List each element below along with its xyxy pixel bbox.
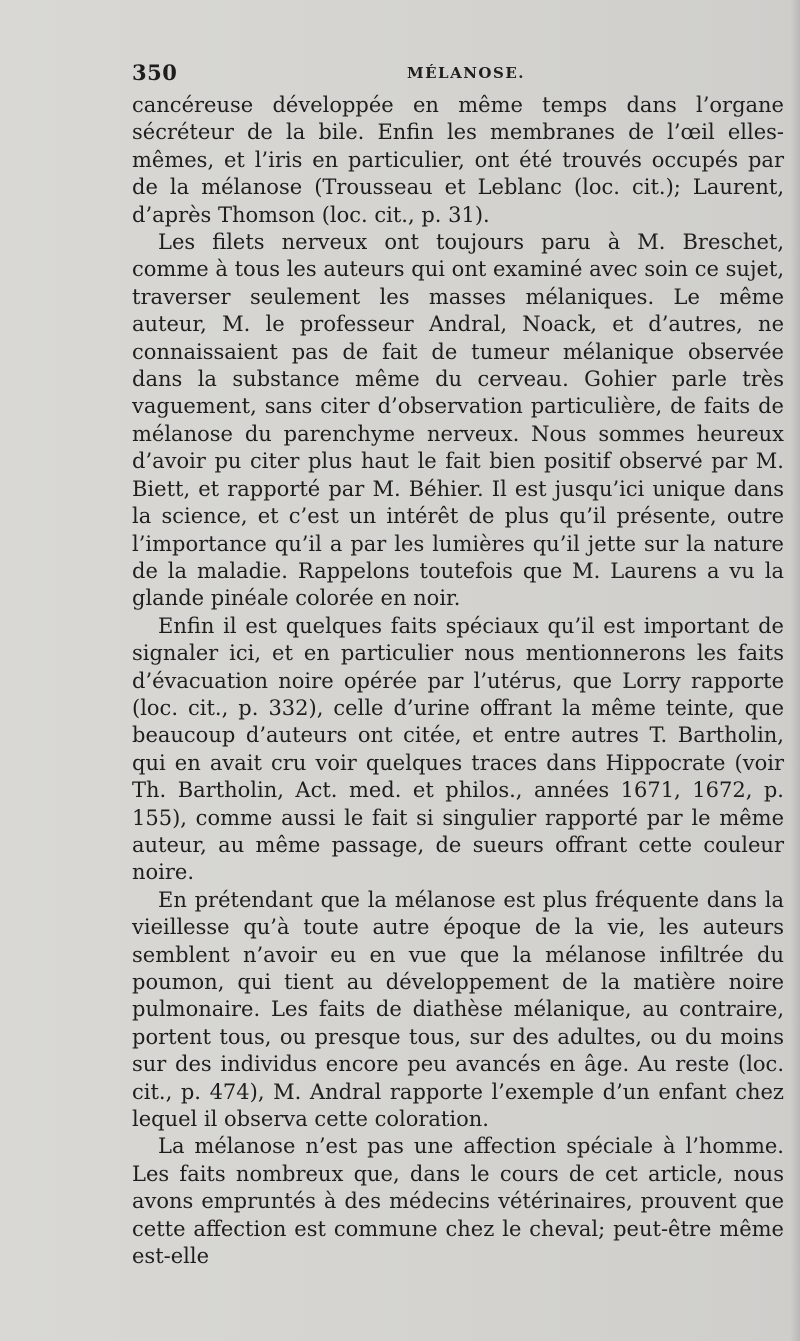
page-number: 350 [132,60,178,85]
body-text [132,92,784,1270]
paragraph-nerve-fibers: Les filets nerveux ont toujours paru à M. Breschet, comme à tous les auteurs qui ont examiné avec soin ce sujet, traverser seulement les masses mélaniques. Le même auteur, M. le professeur Andral, Noack, et d’autres, ne connaissaient pas de fait de tumeur mélanique observée dans la substance même du cerveau. Gohier parle très vaguement, sans citer d’observation particulière, de faits de mélanose du parenchyme nerveux. Nous sommes heureux d’avoir pu citer plus haut le fait bien positif observé par M. Biett, et rapporté par M. Béhier. Il est jusqu’ici unique dans la science, et c’est un intérêt de plus qu’il présente, outre l’importance qu’il a par les lumières qu’il jette sur la nature de la maladie. Rappelons toutefois que M. Laurens a vu la glande pinéale colorée en noir. [132,230,784,611]
paragraph-special-facts: Enfin il est quelques faits spéciaux qu’il est important de signaler ici, et en particulier nous mentionnerons les faits d’évacuation noire opérée par l’utérus, que Lorry rapporte (loc. cit., p. 332), celle d’urine offrant la même teinte, que beaucoup d’auteurs ont citée, et entre autres T. Bartholin, qui en avait cru voir quelques traces dans Hippocrate (voir Th. Bartholin, Act. med. et philos., années 1671, 1672, p. 155), comme aussi le fait si singulier rapporté par le même auteur, au même passage, de sueurs offrant cette couleur noire. [132,613,784,885]
paragraph-animals: La mélanose n’est pas une affection spéciale à l’homme. Les faits nombreux que, dans le cours de cet article, nous avons empruntés à des médecins vétérinaires, prouvent que cette affection est commune chez le cheval; peut-être même est-elle [132,1134,784,1269]
running-title: MÉLANOSE. [407,64,525,82]
paragraph-age-frequency: En prétendant que la mélanose est plus fréquente dans la vieillesse qu’à toute autre époque de la vie, les auteurs semblent n’avoir eu en vue que la mélanose infiltrée du poumon, qui tient au développement de la matière noire pulmonaire. Les faits de diathèse mélanique, au contraire, portent tous, ou presque tous, sur des adultes, ou du moins sur des individus encore peu avancés en âge. Au reste (loc. cit., p. 474), M. Andral rapporte l’exemple d’un enfant chez lequel il observa cette coloration. [132,887,784,1132]
paragraph-continuation: cancéreuse développée en même temps dans l’organe sécréteur de la bile. Enfin les membranes de l’œil elles-mêmes, et l’iris en particulier, ont été trouvés occupés par de la mélanose (Trousseau et Leblanc (loc. cit.); Laurent, d’après Thomson (loc. cit., p. 31). [132,93,784,227]
page-header [132,58,752,88]
